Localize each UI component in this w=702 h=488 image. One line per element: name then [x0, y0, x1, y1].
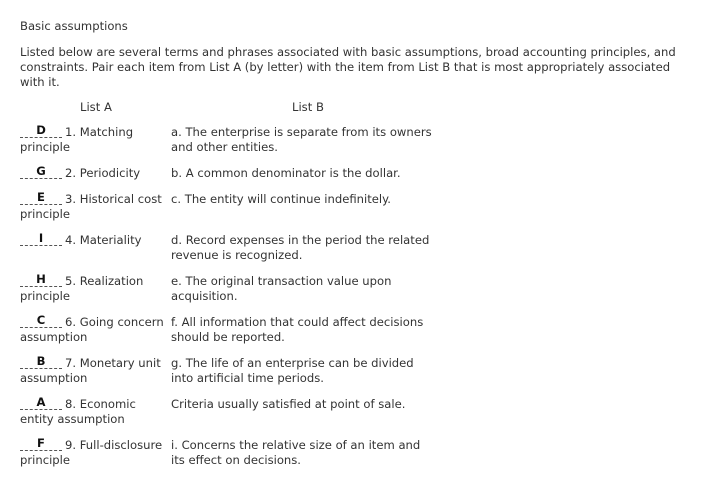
match-row-4: [20, 233, 696, 263]
match-row-6: [20, 315, 696, 345]
list-b-item: e. The original transaction value upon acquisition.: [171, 274, 392, 303]
list-b-header: List B: [292, 100, 324, 114]
match-row-1: [20, 125, 696, 155]
match-row-3: [20, 192, 696, 222]
list-a-term: 5. Realization principle: [20, 274, 144, 303]
list-b-item: c. The entity will continue indefinitely.: [171, 192, 391, 206]
answer-blank[interactable]: A: [20, 396, 62, 410]
list-a-term: 8. Economic entity assumption: [20, 397, 136, 426]
match-row-2: [20, 166, 696, 181]
list-a-term: 4. Materiality: [65, 233, 142, 247]
answer-blank[interactable]: I: [20, 232, 62, 246]
answer-blank[interactable]: H: [20, 273, 62, 287]
list-a-term: 6. Going concern assumption: [20, 315, 164, 344]
list-a-term: 9. Full-disclosure principle: [20, 438, 163, 467]
list-a-term: 1. Matching principle: [20, 125, 134, 154]
list-b-item: f. All information that could affect decisions should be reported.: [171, 315, 424, 344]
list-b-item: i. Concerns the relative size of an item and its effect on decisions.: [171, 438, 421, 467]
answer-blank[interactable]: E: [20, 191, 62, 205]
list-a-item: [20, 233, 171, 248]
answer-blank[interactable]: D: [20, 124, 62, 138]
page-title: Basic assumptions: [20, 19, 128, 33]
list-a-term: 7. Monetary unit assumption: [20, 356, 161, 385]
list-b-item: b. A common denominator is the dollar.: [171, 166, 401, 180]
instructions: Listed below are several terms and phrases associated with basic assumptions, broad accounting principles, and constraints. Pair each item from List A (by letter) with the item from List B that is most appropriately associated with it.: [20, 45, 676, 89]
answer-blank[interactable]: F: [20, 437, 62, 451]
list-a-item: [20, 274, 171, 304]
list-a-term: 2. Periodicity: [65, 166, 141, 180]
list-a-item: [20, 397, 171, 427]
answer-blank[interactable]: G: [20, 165, 62, 179]
list-a-item: [20, 192, 171, 222]
list-b-item: a. The enterprise is separate from its owners and other entities.: [171, 125, 432, 154]
match-row-5: [20, 274, 696, 304]
list-b-item: g. The life of an enterprise can be divided into artificial time periods.: [171, 356, 414, 385]
answer-blank[interactable]: B: [20, 355, 62, 369]
match-row-8: [20, 397, 696, 427]
list-b-item: d. Record expenses in the period the related revenue is recognized.: [171, 233, 430, 262]
match-row-7: [20, 356, 696, 386]
match-row-9: [20, 438, 696, 468]
list-b-item: Criteria usually satisfied at point of sale.: [171, 397, 406, 411]
list-a-item: [20, 315, 171, 345]
answer-blank[interactable]: C: [20, 314, 62, 328]
list-a-header: List A: [80, 100, 112, 114]
document: [20, 19, 696, 479]
list-a-item: [20, 166, 171, 181]
list-headers: [20, 100, 696, 117]
list-a-term: 3. Historical cost principle: [20, 192, 162, 221]
list-a-item: [20, 125, 171, 155]
list-a-item: [20, 438, 171, 468]
list-a-item: [20, 356, 171, 386]
